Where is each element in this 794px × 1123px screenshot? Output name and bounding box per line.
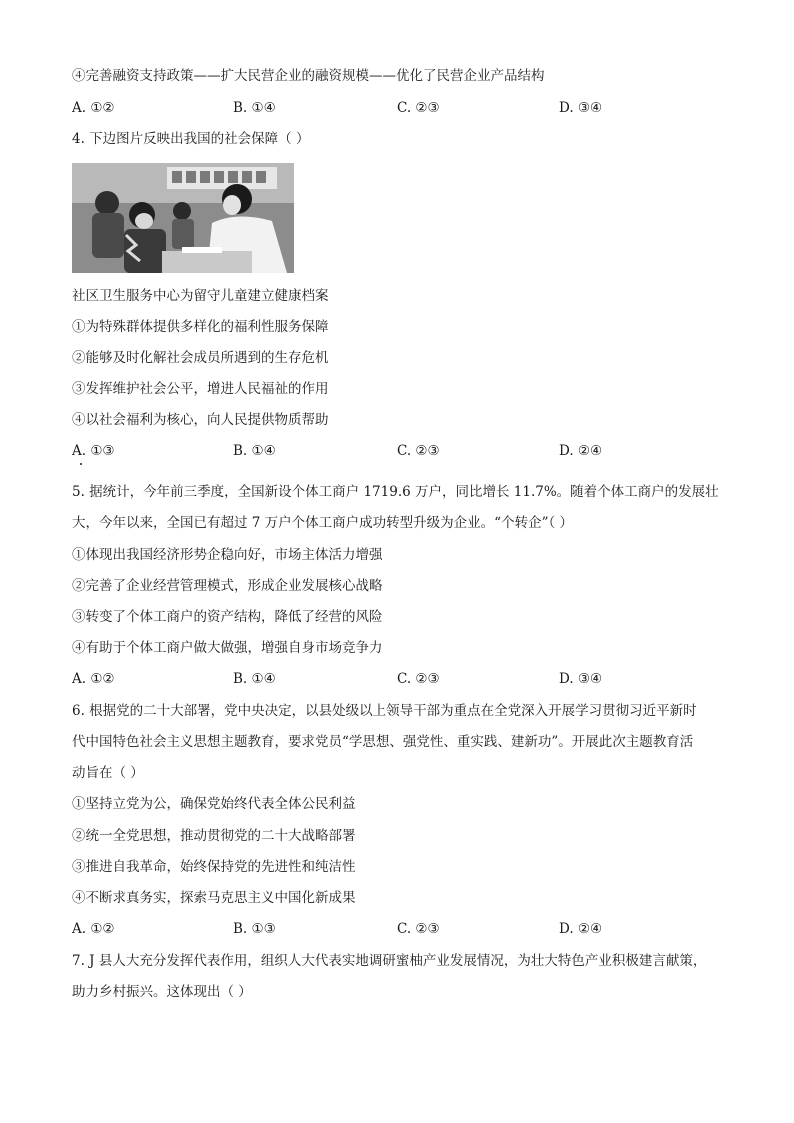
- q6-choice-c[interactable]: C. ②③: [397, 921, 440, 937]
- q4-stem: 4. 下边图片反映出我国的社会保障（ ）: [72, 131, 310, 147]
- q5-stem-line-2: 大，今年以来，全国已有超过 7 万户个体工商户成功转型升级为企业。“个转企”（ ）: [72, 515, 574, 531]
- q4-choice-a[interactable]: A. ①③: [72, 443, 115, 459]
- q4-option-1: ①为特殊群体提供多样化的福利性服务保障: [72, 319, 329, 335]
- q5-option-3: ③转变了个体工商户的资产结构，降低了经营的风险: [72, 609, 383, 625]
- q4-choice-c[interactable]: C. ②③: [397, 443, 440, 459]
- q4-photo: [72, 163, 294, 273]
- q6-option-2: ②统一全党思想，推动贯彻党的二十大战略部署: [72, 828, 356, 844]
- q5-choice-c[interactable]: C. ②③: [397, 671, 440, 687]
- q6-stem-line-2: 代中国特色社会主义思想主题教育，要求党员“学思想、强党性、重实践、建新功”。开展此次主题教育活: [72, 734, 694, 750]
- q6-choices: [72, 919, 732, 939]
- q6-stem-line-1: 6. 根据党的二十大部署，党中央决定，以县处级以上领导干部为重点在全党深入开展学习贯彻习近平新时: [72, 703, 697, 719]
- q3-choice-b[interactable]: B. ①④: [233, 100, 276, 116]
- q3-option-4: ④完善融资支持政策——扩大民营企业的融资规模——优化了民营企业产品结构: [72, 68, 545, 84]
- q3-choices: [72, 98, 732, 118]
- q7-stem-line-2: 助力乡村振兴。这体现出（ ）: [72, 984, 252, 1000]
- q6-choice-b[interactable]: B. ①③: [233, 921, 276, 937]
- q4-option-3: ③发挥维护社会公平，增进人民福祉的作用: [72, 381, 329, 397]
- q6-option-4: ④不断求真务实，探索马克思主义中国化新成果: [72, 890, 356, 906]
- q6-choice-d[interactable]: D. ②④: [559, 921, 603, 937]
- q6-choice-a[interactable]: A. ①②: [72, 921, 115, 937]
- q5-option-2: ②完善了企业经营管理模式，形成企业发展核心战略: [72, 578, 383, 594]
- q3-choice-a[interactable]: A. ①②: [72, 100, 115, 116]
- q4-choice-b[interactable]: B. ①④: [233, 443, 276, 459]
- q5-choices: [72, 669, 732, 689]
- q6-stem-line-3: 动旨在（ ）: [72, 765, 144, 781]
- q5-stem-line-1: 5. 据统计，今年前三季度，全国新设个体工商户 1719.6 万户，同比增长 11.7%。随着个体工商户的发展壮: [72, 484, 719, 500]
- q5-choice-d[interactable]: D. ③④: [559, 671, 603, 687]
- q6-option-3: ③推进自我革命，始终保持党的先进性和纯洁性: [72, 859, 356, 875]
- q6-option-1: ①坚持立党为公，确保党始终代表全体公民利益: [72, 796, 356, 812]
- q7-stem-line-1: 7. J 县人大充分发挥代表作用，组织人大代表实地调研蜜柚产业发展情况，为壮大特色产业积极建言献策，: [72, 953, 707, 969]
- q5-choice-b[interactable]: B. ①④: [233, 671, 276, 687]
- q5-option-1: ①体现出我国经济形势企稳向好，市场主体活力增强: [72, 547, 383, 563]
- scan-speck: [80, 463, 82, 465]
- q5-choice-a[interactable]: A. ①②: [72, 671, 115, 687]
- q4-choices: [72, 441, 732, 461]
- q4-image-caption: 社区卫生服务中心为留守儿童建立健康档案: [72, 288, 329, 304]
- q5-option-4: ④有助于个体工商户做大做强，增强自身市场竞争力: [72, 640, 383, 656]
- q4-option-2: ②能够及时化解社会成员所遇到的生存危机: [72, 350, 329, 366]
- q4-option-4: ④以社会福利为核心，向人民提供物质帮助: [72, 412, 329, 428]
- q3-choice-c[interactable]: C. ②③: [397, 100, 440, 116]
- q4-choice-d[interactable]: D. ②④: [559, 443, 603, 459]
- q3-choice-d[interactable]: D. ③④: [559, 100, 603, 116]
